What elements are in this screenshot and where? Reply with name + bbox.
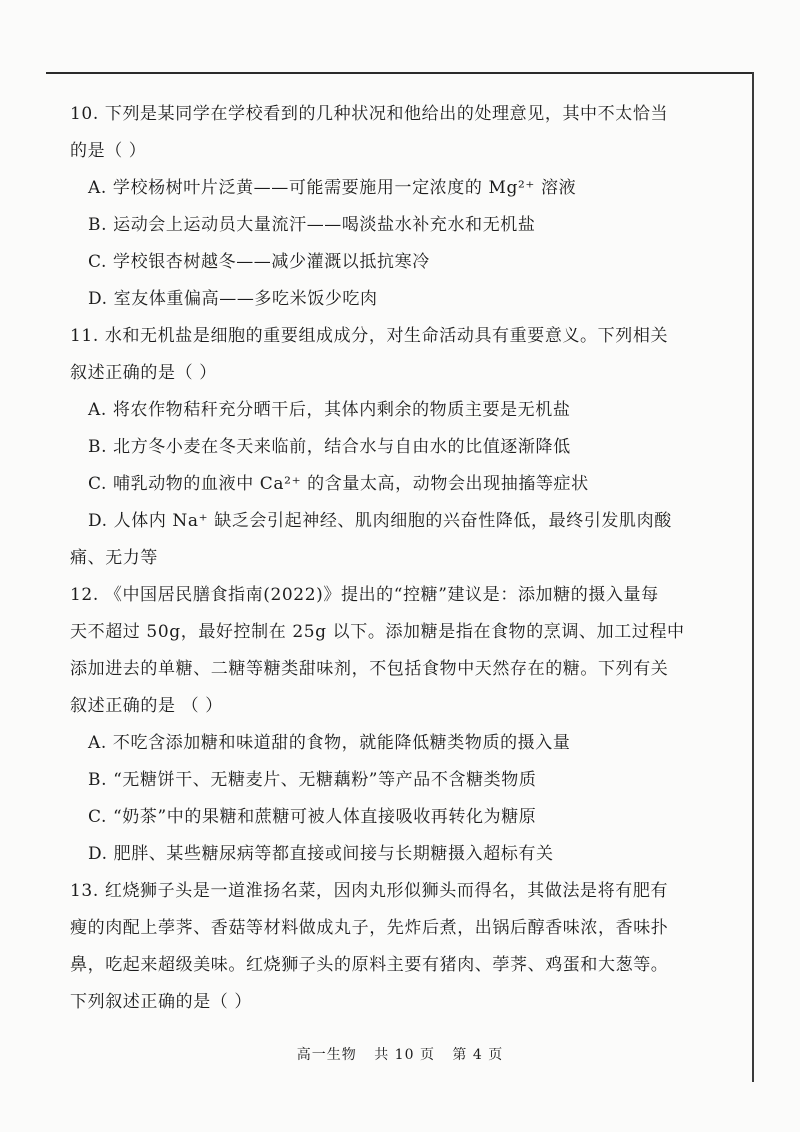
question-12 — [70, 577, 710, 873]
footer-subject: 高一生物 — [296, 1047, 357, 1063]
option-d: D. 人体内 Na⁺ 缺乏会引起神经、肌肉细胞的兴奋性降低，最终引发肌肉酸 — [88, 511, 672, 531]
question-list — [70, 96, 710, 1021]
question-stem-line: 鼻，吃起来超级美味。红烧狮子头的原料主要有猪肉、荸荠、鸡蛋和大葱等。 — [70, 955, 669, 975]
option-a: A. 不吃含添加糖和味道甜的食物，就能降低糖类物质的摄入量 — [88, 733, 571, 753]
question-13 — [70, 873, 710, 1021]
footer-page-number: 第 4 页 — [452, 1047, 504, 1063]
question-stem-line: 天不超过 50g，最好控制在 25g 以下。添加糖是指在食物的烹调、加工过程中 — [70, 622, 685, 642]
question-stem-line: 13. 红烧狮子头是一道淮扬名菜，因肉丸形似狮头而得名，其做法是将有肥有 — [70, 881, 669, 901]
option-d-continued: 痛、无力等 — [70, 548, 158, 568]
question-stem-line: 11. 水和无机盐是细胞的重要组成成分，对生命活动具有重要意义。下列相关 — [70, 326, 669, 346]
question-stem-line: 下列叙述正确的是（ ） — [70, 992, 253, 1012]
option-d: D. 肥胖、某些糖尿病等都直接或间接与长期糖摄入超标有关 — [88, 844, 554, 864]
option-a: A. 将农作物秸秆充分晒干后，其体内剩余的物质主要是无机盐 — [88, 400, 571, 420]
option-c: C. “奶茶”中的果糖和蔗糖可被人体直接吸收再转化为糖原 — [88, 807, 537, 827]
option-b: B. 北方冬小麦在冬天来临前，结合水与自由水的比值逐渐降低 — [88, 437, 571, 457]
top-border-line — [46, 72, 754, 74]
right-border-line — [752, 72, 754, 1082]
option-b: B. 运动会上运动员大量流汗——喝淡盐水补充水和无机盐 — [88, 215, 536, 235]
question-10 — [70, 96, 710, 318]
question-stem-line: 叙述正确的是（ ） — [70, 363, 217, 383]
question-stem-line: 瘦的肉配上荸荠、香菇等材料做成丸子，先炸后煮，出锅后醇香味浓，香味扑 — [70, 918, 669, 938]
question-stem-line: 12. 《中国居民膳食指南(2022)》提出的“控糖”建议是：添加糖的摄入量每 — [70, 585, 659, 605]
option-a: A. 学校杨树叶片泛黄——可能需要施用一定浓度的 Mg²⁺ 溶液 — [88, 178, 577, 198]
footer-total-pages: 共 10 页 — [374, 1047, 435, 1063]
option-d: D. 室友体重偏高——多吃米饭少吃肉 — [88, 289, 378, 309]
option-c: C. 哺乳动物的血液中 Ca²⁺ 的含量太高，动物会出现抽搐等症状 — [88, 474, 589, 494]
page-footer — [0, 1044, 800, 1064]
question-stem-line: 叙述正确的是 （ ） — [70, 696, 223, 716]
question-11 — [70, 318, 710, 577]
question-stem-line: 添加进去的单糖、二糖等糖类甜味剂，不包括食物中天然存在的糖。下列有关 — [70, 659, 669, 679]
option-c: C. 学校银杏树越冬——减少灌溉以抵抗寒冷 — [88, 252, 430, 272]
question-stem-line: 的是（ ） — [70, 141, 147, 161]
option-b: B. “无糖饼干、无糖麦片、无糖藕粉”等产品不含糖类物质 — [88, 770, 537, 790]
question-stem-line: 10. 下列是某同学在学校看到的几种状况和他给出的处理意见，其中不太恰当 — [70, 104, 669, 124]
